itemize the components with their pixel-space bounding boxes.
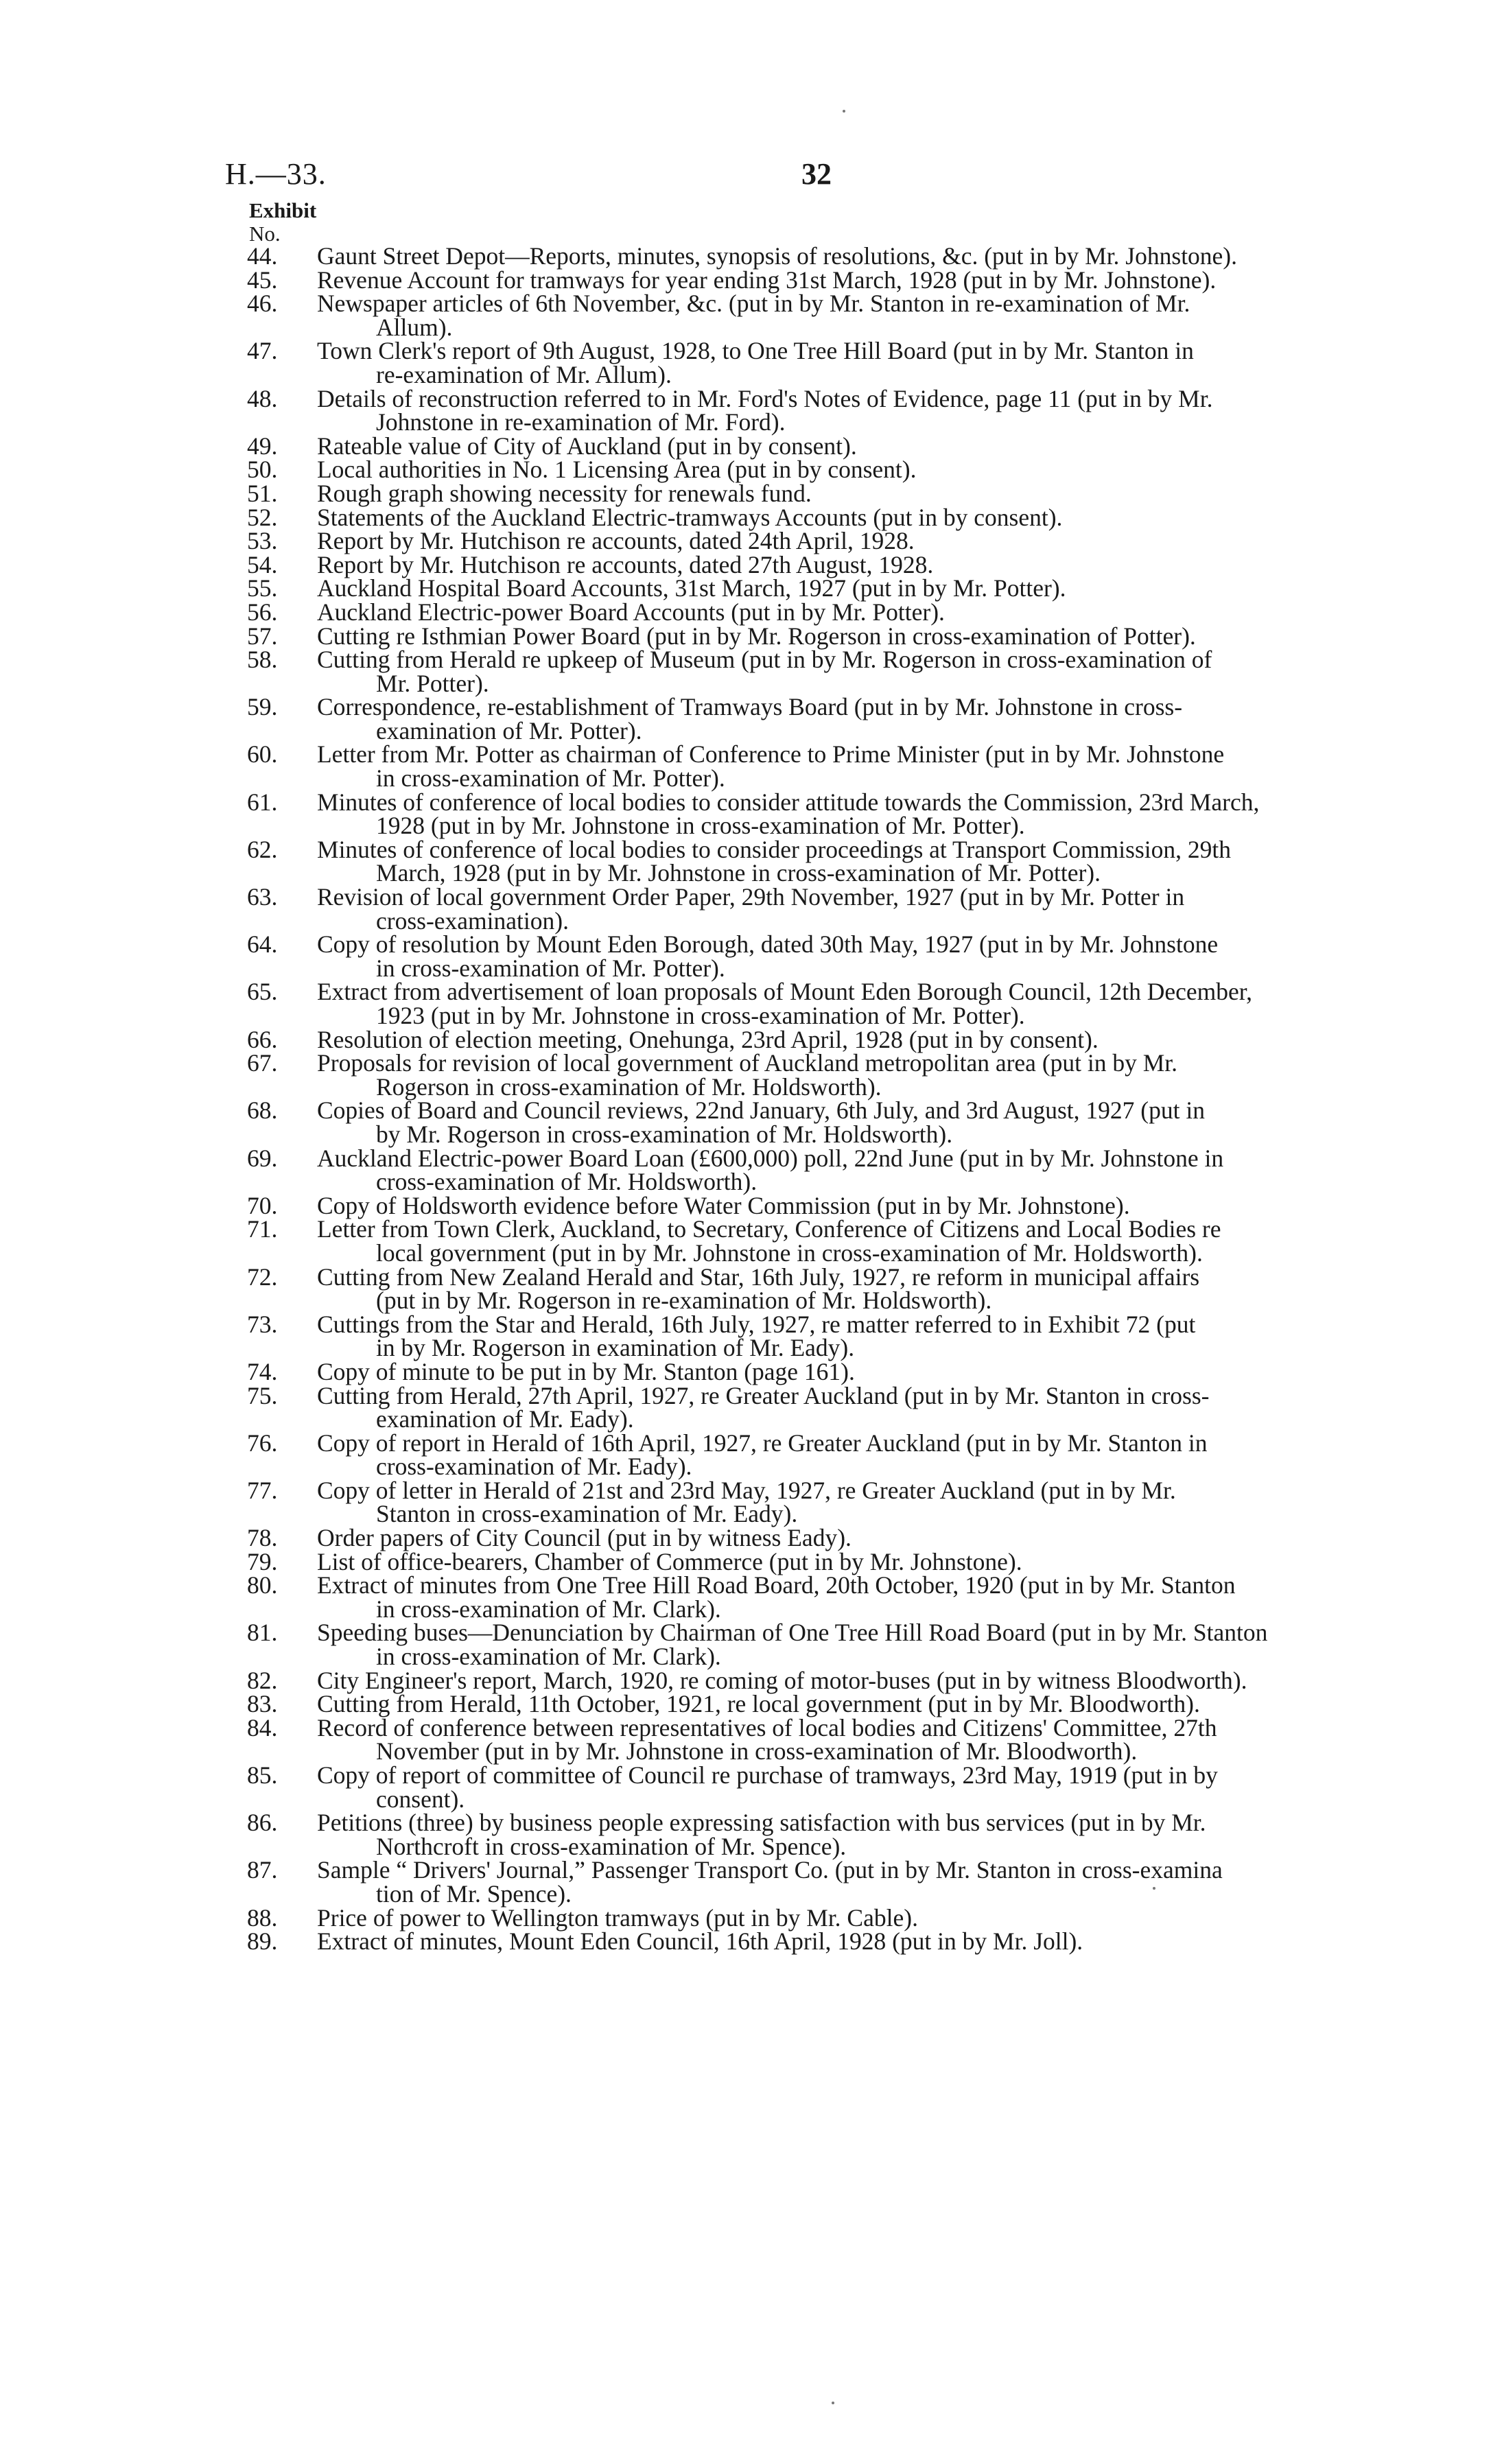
exhibit-number: 72. bbox=[247, 1263, 278, 1291]
description-continuation-line: Mr. Potter). bbox=[376, 669, 489, 697]
page-number: 32 bbox=[801, 157, 832, 191]
exhibit-entry bbox=[247, 1217, 1413, 1265]
exhibit-number: 52. bbox=[247, 503, 278, 531]
exhibit-number: 82. bbox=[247, 1666, 278, 1694]
exhibit-entry bbox=[247, 529, 1413, 553]
exhibit-description bbox=[317, 244, 1413, 268]
exhibit-description bbox=[317, 576, 1413, 600]
description-line: Sample “ Drivers' Journal,” Passenger Transport Co. (put in by Mr. Stanton in cross-examina bbox=[317, 1856, 1223, 1884]
description-line: Letter from Town Clerk, Auckland, to Secretary, Conference of Citizens and Local Bodies re bbox=[317, 1215, 1221, 1243]
description-line: Details of reconstruction referred to in Mr. Ford's Notes of Evidence, page 11 (put in by Mr. bbox=[317, 384, 1213, 412]
exhibit-number: 60. bbox=[247, 740, 278, 768]
description-line: Extract of minutes from One Tree Hill Road Board, 20th October, 1920 (put in by Mr. Stanton bbox=[317, 1571, 1236, 1599]
exhibit-description bbox=[317, 1927, 1413, 1956]
exhibit-number: 55. bbox=[247, 574, 278, 602]
description-line: Revision of local government Order Paper, 29th November, 1927 (put in by Mr. Potter in bbox=[317, 883, 1185, 911]
description-line: Proposals for revision of local government of Auckland metropolitan area (put in by Mr. bbox=[317, 1049, 1178, 1077]
exhibit-number: 46. bbox=[247, 290, 278, 318]
exhibit-entry bbox=[247, 1763, 1413, 1811]
exhibit-description bbox=[317, 503, 1413, 531]
exhibit-entry bbox=[247, 1713, 1413, 1765]
description-line: Auckland Electric-power Board Accounts (put in by Mr. Potter). bbox=[317, 598, 945, 626]
exhibit-entry bbox=[247, 576, 1413, 600]
exhibit-entry bbox=[247, 434, 1413, 458]
exhibit-number: 45. bbox=[247, 266, 278, 294]
description-continuation-line: Northcroft in cross-examination of Mr. Spence). bbox=[376, 1832, 847, 1860]
exhibit-entry bbox=[247, 1903, 1413, 1932]
exhibit-number: 63. bbox=[247, 883, 278, 911]
description-continuation-line: March, 1928 (put in by Mr. Johnstone in cross-examination of Mr. Potter). bbox=[376, 859, 1101, 887]
description-continuation-line: cross-examination of Mr. Eady). bbox=[376, 1453, 692, 1481]
exhibit-entry bbox=[247, 384, 1413, 436]
exhibit-description bbox=[317, 1431, 1413, 1479]
description-continuation-line: examination of Mr. Eady). bbox=[376, 1405, 634, 1433]
exhibit-number: 70. bbox=[247, 1191, 278, 1219]
exhibit-number: 67. bbox=[247, 1049, 278, 1077]
exhibit-entry bbox=[247, 648, 1413, 695]
exhibit-entry bbox=[247, 1547, 1413, 1575]
exhibit-description bbox=[317, 1547, 1413, 1575]
description-continuation-line: 1923 (put in by Mr. Johnstone in cross-examination of Mr. Potter). bbox=[376, 1002, 1025, 1029]
description-line: Copy of report in Herald of 16th April, 1927, re Greater Auckland (put in by Mr. Stanton in bbox=[317, 1429, 1208, 1457]
exhibit-number: 84. bbox=[247, 1713, 278, 1741]
description-continuation-line: in cross-examination of Mr. Potter). bbox=[376, 954, 725, 982]
description-continuation-line: cross-examination). bbox=[376, 906, 569, 935]
description-continuation-line: cross-examination of Mr. Holdsworth). bbox=[376, 1168, 758, 1196]
exhibit-description bbox=[317, 1763, 1413, 1811]
description-line: Minutes of conference of local bodies to consider proceedings at Transport Commission, 29th bbox=[317, 835, 1231, 863]
exhibit-entry bbox=[247, 1096, 1413, 1148]
description-line: Report by Mr. Hutchison re accounts, dated 24th April, 1928. bbox=[317, 527, 915, 555]
description-continuation-line: re-examination of Mr. Allum). bbox=[376, 360, 672, 388]
exhibit-number: 57. bbox=[247, 622, 278, 650]
exhibit-description bbox=[317, 1357, 1413, 1385]
exhibit-description bbox=[317, 1903, 1413, 1932]
exhibit-number: 68. bbox=[247, 1096, 278, 1125]
exhibit-description bbox=[317, 1051, 1413, 1099]
description-line: Copy of report of committee of Council re purchase of tramways, 23rd May, 1919 (put in by bbox=[317, 1761, 1218, 1789]
exhibit-entry bbox=[247, 503, 1413, 531]
exhibit-entry bbox=[247, 1381, 1413, 1433]
exhibit-entry bbox=[247, 790, 1413, 838]
exhibit-description bbox=[317, 1217, 1413, 1265]
exhibit-number: 61. bbox=[247, 788, 278, 816]
description-line: Resolution of election meeting, Onehunga, 23rd April, 1928 (put in by consent). bbox=[317, 1025, 1099, 1053]
exhibit-number: 76. bbox=[247, 1429, 278, 1457]
exhibit-description bbox=[317, 434, 1413, 458]
exhibit-entry bbox=[247, 1144, 1413, 1196]
exhibit-description bbox=[317, 339, 1413, 386]
description-line: Copies of Board and Council reviews, 22nd January, 6th July, and 3rd August, 1927 (put in bbox=[317, 1096, 1205, 1125]
description-continuation-line: in cross-examination of Mr. Clark). bbox=[376, 1643, 721, 1671]
description-line: Price of power to Wellington tramways (put in by Mr. Cable). bbox=[317, 1903, 918, 1932]
exhibit-number: 80. bbox=[247, 1571, 278, 1599]
exhibit-description bbox=[317, 790, 1413, 838]
exhibit-description bbox=[317, 1144, 1413, 1196]
exhibit-description bbox=[317, 1573, 1413, 1621]
exhibit-number: 51. bbox=[247, 479, 278, 507]
exhibit-entry bbox=[247, 1025, 1413, 1053]
scan-speck bbox=[843, 110, 845, 113]
exhibit-entry bbox=[247, 932, 1413, 980]
exhibit-number: 54. bbox=[247, 550, 278, 578]
page-header bbox=[225, 156, 1412, 198]
exhibit-number: 87. bbox=[247, 1856, 278, 1884]
description-continuation-line: examination of Mr. Potter). bbox=[376, 716, 642, 744]
exhibit-number: 66. bbox=[247, 1025, 278, 1053]
exhibit-description bbox=[317, 550, 1413, 578]
exhibit-description bbox=[317, 1811, 1413, 1858]
exhibit-description bbox=[317, 268, 1413, 292]
description-continuation-line: local government (put in by Mr. Johnstone in cross-examination of Mr. Holdsworth). bbox=[376, 1239, 1203, 1267]
description-continuation-line: in cross-examination of Mr. Clark). bbox=[376, 1595, 721, 1623]
exhibit-description bbox=[317, 1526, 1413, 1550]
exhibit-number: 74. bbox=[247, 1357, 278, 1385]
description-line: Auckland Hospital Board Accounts, 31st March, 1927 (put in by Mr. Potter). bbox=[317, 574, 1066, 602]
description-continuation-line: (put in by Mr. Rogerson in re-examination of Mr. Holdsworth). bbox=[376, 1287, 992, 1315]
exhibit-number: 53. bbox=[247, 527, 278, 555]
number-label-line: No. bbox=[249, 222, 281, 246]
exhibit-entry bbox=[247, 1666, 1413, 1694]
exhibit-description bbox=[317, 384, 1413, 436]
exhibit-description bbox=[317, 695, 1413, 742]
description-line: Cutting re Isthmian Power Board (put in by Mr. Rogerson in cross-examination of Potter). bbox=[317, 622, 1196, 650]
description-line: Cutting from Herald re upkeep of Museum (put in by Mr. Rogerson in cross-examination of bbox=[317, 646, 1212, 674]
exhibit-entry bbox=[247, 1692, 1413, 1716]
description-continuation-line: by Mr. Rogerson in cross-examination of Mr. Holdsworth). bbox=[376, 1120, 953, 1148]
exhibit-number: 69. bbox=[247, 1144, 278, 1172]
description-line: Report by Mr. Hutchison re accounts, dated 27th August, 1928. bbox=[317, 550, 934, 578]
exhibit-entry bbox=[247, 244, 1413, 268]
exhibit-description bbox=[317, 292, 1413, 339]
exhibit-entry bbox=[247, 1811, 1413, 1858]
exhibit-number: 44. bbox=[247, 242, 278, 270]
exhibit-entry bbox=[247, 292, 1413, 339]
exhibit-description bbox=[317, 1265, 1413, 1313]
exhibit-number: 47. bbox=[247, 337, 278, 365]
exhibit-number: 83. bbox=[247, 1690, 278, 1718]
exhibit-description bbox=[317, 1666, 1413, 1694]
description-line: Revenue Account for tramways for year ending 31st March, 1928 (put in by Mr. Johnstone). bbox=[317, 266, 1217, 294]
exhibit-entry bbox=[247, 624, 1413, 648]
exhibit-number: 49. bbox=[247, 432, 278, 460]
exhibit-entry bbox=[247, 1051, 1413, 1099]
description-line: Cutting from Herald, 27th April, 1927, re Greater Auckland (put in by Mr. Stanton in cross- bbox=[317, 1381, 1210, 1409]
exhibit-description bbox=[317, 1692, 1413, 1716]
exhibit-entry bbox=[247, 740, 1413, 793]
exhibit-entry bbox=[247, 835, 1413, 887]
exhibit-description bbox=[317, 1025, 1413, 1053]
description-line: Correspondence, re-establishment of Tramways Board (put in by Mr. Johnstone in cross- bbox=[317, 693, 1183, 721]
description-line: Copy of resolution by Mount Eden Borough, dated 30th May, 1927 (put in by Mr. Johnstone bbox=[317, 930, 1219, 959]
exhibit-number: 78. bbox=[247, 1524, 278, 1552]
exhibit-entry bbox=[247, 1191, 1413, 1219]
description-line: Letter from Mr. Potter as chairman of Conference to Prime Minister (put in by Mr. Johnstone bbox=[317, 740, 1225, 768]
description-line: Local authorities in No. 1 Licensing Area (put in by consent). bbox=[317, 456, 917, 484]
exhibit-entry bbox=[247, 1619, 1413, 1671]
description-continuation-line: Allum). bbox=[376, 313, 453, 341]
document-reference: H.—33. bbox=[225, 157, 327, 191]
exhibit-entry bbox=[247, 479, 1413, 507]
exhibit-description bbox=[317, 1476, 1413, 1528]
exhibit-description bbox=[317, 600, 1413, 624]
exhibit-description bbox=[317, 624, 1413, 648]
exhibit-number: 62. bbox=[247, 835, 278, 863]
description-line: Statements of the Auckland Electric-tramways Accounts (put in by consent). bbox=[317, 503, 1063, 531]
exhibit-number: 56. bbox=[247, 598, 278, 626]
exhibit-number: 73. bbox=[247, 1310, 278, 1338]
exhibit-number: 75. bbox=[247, 1381, 278, 1409]
description-continuation-line: Stanton in cross-examination of Mr. Eady). bbox=[376, 1500, 798, 1528]
exhibit-entry bbox=[247, 339, 1413, 386]
exhibit-description bbox=[317, 740, 1413, 793]
description-line: Auckland Electric-power Board Loan (£600,000) poll, 22nd June (put in by Mr. Johnstone in bbox=[317, 1144, 1224, 1172]
exhibit-number: 58. bbox=[247, 646, 278, 674]
exhibit-entry bbox=[247, 980, 1413, 1027]
exhibit-number: 48. bbox=[247, 384, 278, 412]
exhibit-description bbox=[317, 835, 1413, 887]
exhibit-number: 71. bbox=[247, 1215, 278, 1243]
description-line: Minutes of conference of local bodies to consider attitude towards the Commission, 23rd March, bbox=[317, 788, 1260, 816]
exhibit-description bbox=[317, 1381, 1413, 1433]
description-continuation-line: in by Mr. Rogerson in examination of Mr. Eady). bbox=[376, 1334, 855, 1362]
description-line: Rateable value of City of Auckland (put in by consent). bbox=[317, 432, 857, 460]
exhibit-description bbox=[317, 1096, 1413, 1148]
exhibit-description bbox=[317, 1619, 1413, 1671]
exhibit-description bbox=[317, 980, 1413, 1027]
exhibit-entry bbox=[247, 1927, 1413, 1956]
exhibit-number: 50. bbox=[247, 456, 278, 484]
exhibit-list bbox=[247, 242, 1413, 1956]
scan-speck bbox=[832, 2402, 834, 2404]
description-line: Rough graph showing necessity for renewals fund. bbox=[317, 479, 812, 507]
description-line: Town Clerk's report of 9th August, 1928, to One Tree Hill Board (put in by Mr. Stanton in bbox=[317, 337, 1194, 365]
description-line: Extract of minutes, Mount Eden Council, 16th April, 1928 (put in by Mr. Joll). bbox=[317, 1927, 1083, 1956]
exhibit-entry bbox=[247, 1431, 1413, 1479]
description-line: Extract from advertisement of loan proposals of Mount Eden Borough Council, 12th December, bbox=[317, 978, 1253, 1006]
exhibit-entry bbox=[247, 1476, 1413, 1528]
exhibit-entry bbox=[247, 458, 1413, 482]
exhibit-description bbox=[317, 648, 1413, 695]
exhibit-entry bbox=[247, 1357, 1413, 1385]
exhibit-column-label bbox=[249, 199, 316, 246]
description-continuation-line: 1928 (put in by Mr. Johnstone in cross-examination of Mr. Potter). bbox=[376, 812, 1025, 840]
description-line: Gaunt Street Depot—Reports, minutes, synopsis of resolutions, &c. (put in by Mr. Johnstone). bbox=[317, 242, 1238, 270]
exhibit-entry bbox=[247, 550, 1413, 578]
exhibit-number: 64. bbox=[247, 930, 278, 959]
description-continuation-line: November (put in by Mr. Johnstone in cross-examination of Mr. Bloodworth). bbox=[376, 1737, 1138, 1765]
description-line: Cutting from New Zealand Herald and Star, 16th July, 1927, re reform in municipal affairs bbox=[317, 1263, 1200, 1291]
exhibit-description bbox=[317, 479, 1413, 507]
exhibit-entry bbox=[247, 1310, 1413, 1362]
exhibit-description bbox=[317, 883, 1413, 935]
description-line: Cutting from Herald, 11th October, 1921, re local government (put in by Mr. Bloodworth). bbox=[317, 1690, 1200, 1718]
exhibit-entry bbox=[247, 600, 1413, 624]
exhibit-number: 85. bbox=[247, 1761, 278, 1789]
description-line: City Engineer's report, March, 1920, re coming of motor-buses (put in by witness Bloodworth). bbox=[317, 1666, 1247, 1694]
description-line: Newspaper articles of 6th November, &c. (put in by Mr. Stanton in re-examination of Mr. bbox=[317, 290, 1190, 318]
description-line: Speeding buses—Denunciation by Chairman of One Tree Hill Road Board (put in by Mr. Stanton bbox=[317, 1619, 1268, 1647]
exhibit-number: 86. bbox=[247, 1809, 278, 1837]
exhibit-number: 65. bbox=[247, 978, 278, 1006]
description-continuation-line: tion of Mr. Spence). bbox=[376, 1879, 572, 1908]
description-continuation-line: consent). bbox=[376, 1785, 465, 1813]
exhibit-entry bbox=[247, 883, 1413, 935]
description-line: Order papers of City Council (put in by witness Eady). bbox=[317, 1524, 852, 1552]
description-continuation-line: Rogerson in cross-examination of Mr. Holdsworth). bbox=[376, 1072, 882, 1101]
description-line: Copy of Holdsworth evidence before Water Commission (put in by Mr. Johnstone). bbox=[317, 1191, 1130, 1219]
description-continuation-line: in cross-examination of Mr. Potter). bbox=[376, 764, 725, 793]
exhibit-number: 59. bbox=[247, 693, 278, 721]
exhibit-number: 89. bbox=[247, 1927, 278, 1956]
exhibit-label-line: Exhibit bbox=[249, 198, 317, 222]
exhibit-number: 77. bbox=[247, 1476, 278, 1504]
exhibit-entry bbox=[247, 695, 1413, 742]
description-line: Record of conference between representatives of local bodies and Citizens' Committee, 27th bbox=[317, 1713, 1217, 1741]
description-line: Cuttings from the Star and Herald, 16th July, 1927, re matter referred to in Exhibit 72 (put bbox=[317, 1310, 1196, 1338]
exhibit-description bbox=[317, 1713, 1413, 1765]
description-continuation-line: Johnstone in re-examination of Mr. Ford). bbox=[376, 408, 786, 436]
description-line: List of office-bearers, Chamber of Commerce (put in by Mr. Johnstone). bbox=[317, 1547, 1022, 1575]
exhibit-description bbox=[317, 529, 1413, 553]
description-line: Copy of letter in Herald of 21st and 23rd May, 1927, re Greater Auckland (put in by Mr. bbox=[317, 1476, 1176, 1504]
description-line: Petitions (three) by business people expressing satisfaction with bus services (put in by Mr. bbox=[317, 1809, 1206, 1837]
exhibit-number: 81. bbox=[247, 1619, 278, 1647]
exhibit-number: 79. bbox=[247, 1547, 278, 1575]
exhibit-entry bbox=[247, 1265, 1413, 1313]
exhibit-number: 88. bbox=[247, 1903, 278, 1932]
description-line: Copy of minute to be put in by Mr. Stanton (page 161). bbox=[317, 1357, 855, 1385]
scan-speck bbox=[1153, 1887, 1155, 1890]
exhibit-description bbox=[317, 1856, 1413, 1908]
exhibit-entry bbox=[247, 1573, 1413, 1621]
exhibit-description bbox=[317, 932, 1413, 980]
exhibit-description bbox=[317, 458, 1413, 482]
exhibit-entry bbox=[247, 1526, 1413, 1550]
exhibit-description bbox=[317, 1191, 1413, 1219]
exhibit-entry bbox=[247, 1856, 1413, 1908]
exhibit-entry bbox=[247, 268, 1413, 292]
exhibit-description bbox=[317, 1310, 1413, 1362]
